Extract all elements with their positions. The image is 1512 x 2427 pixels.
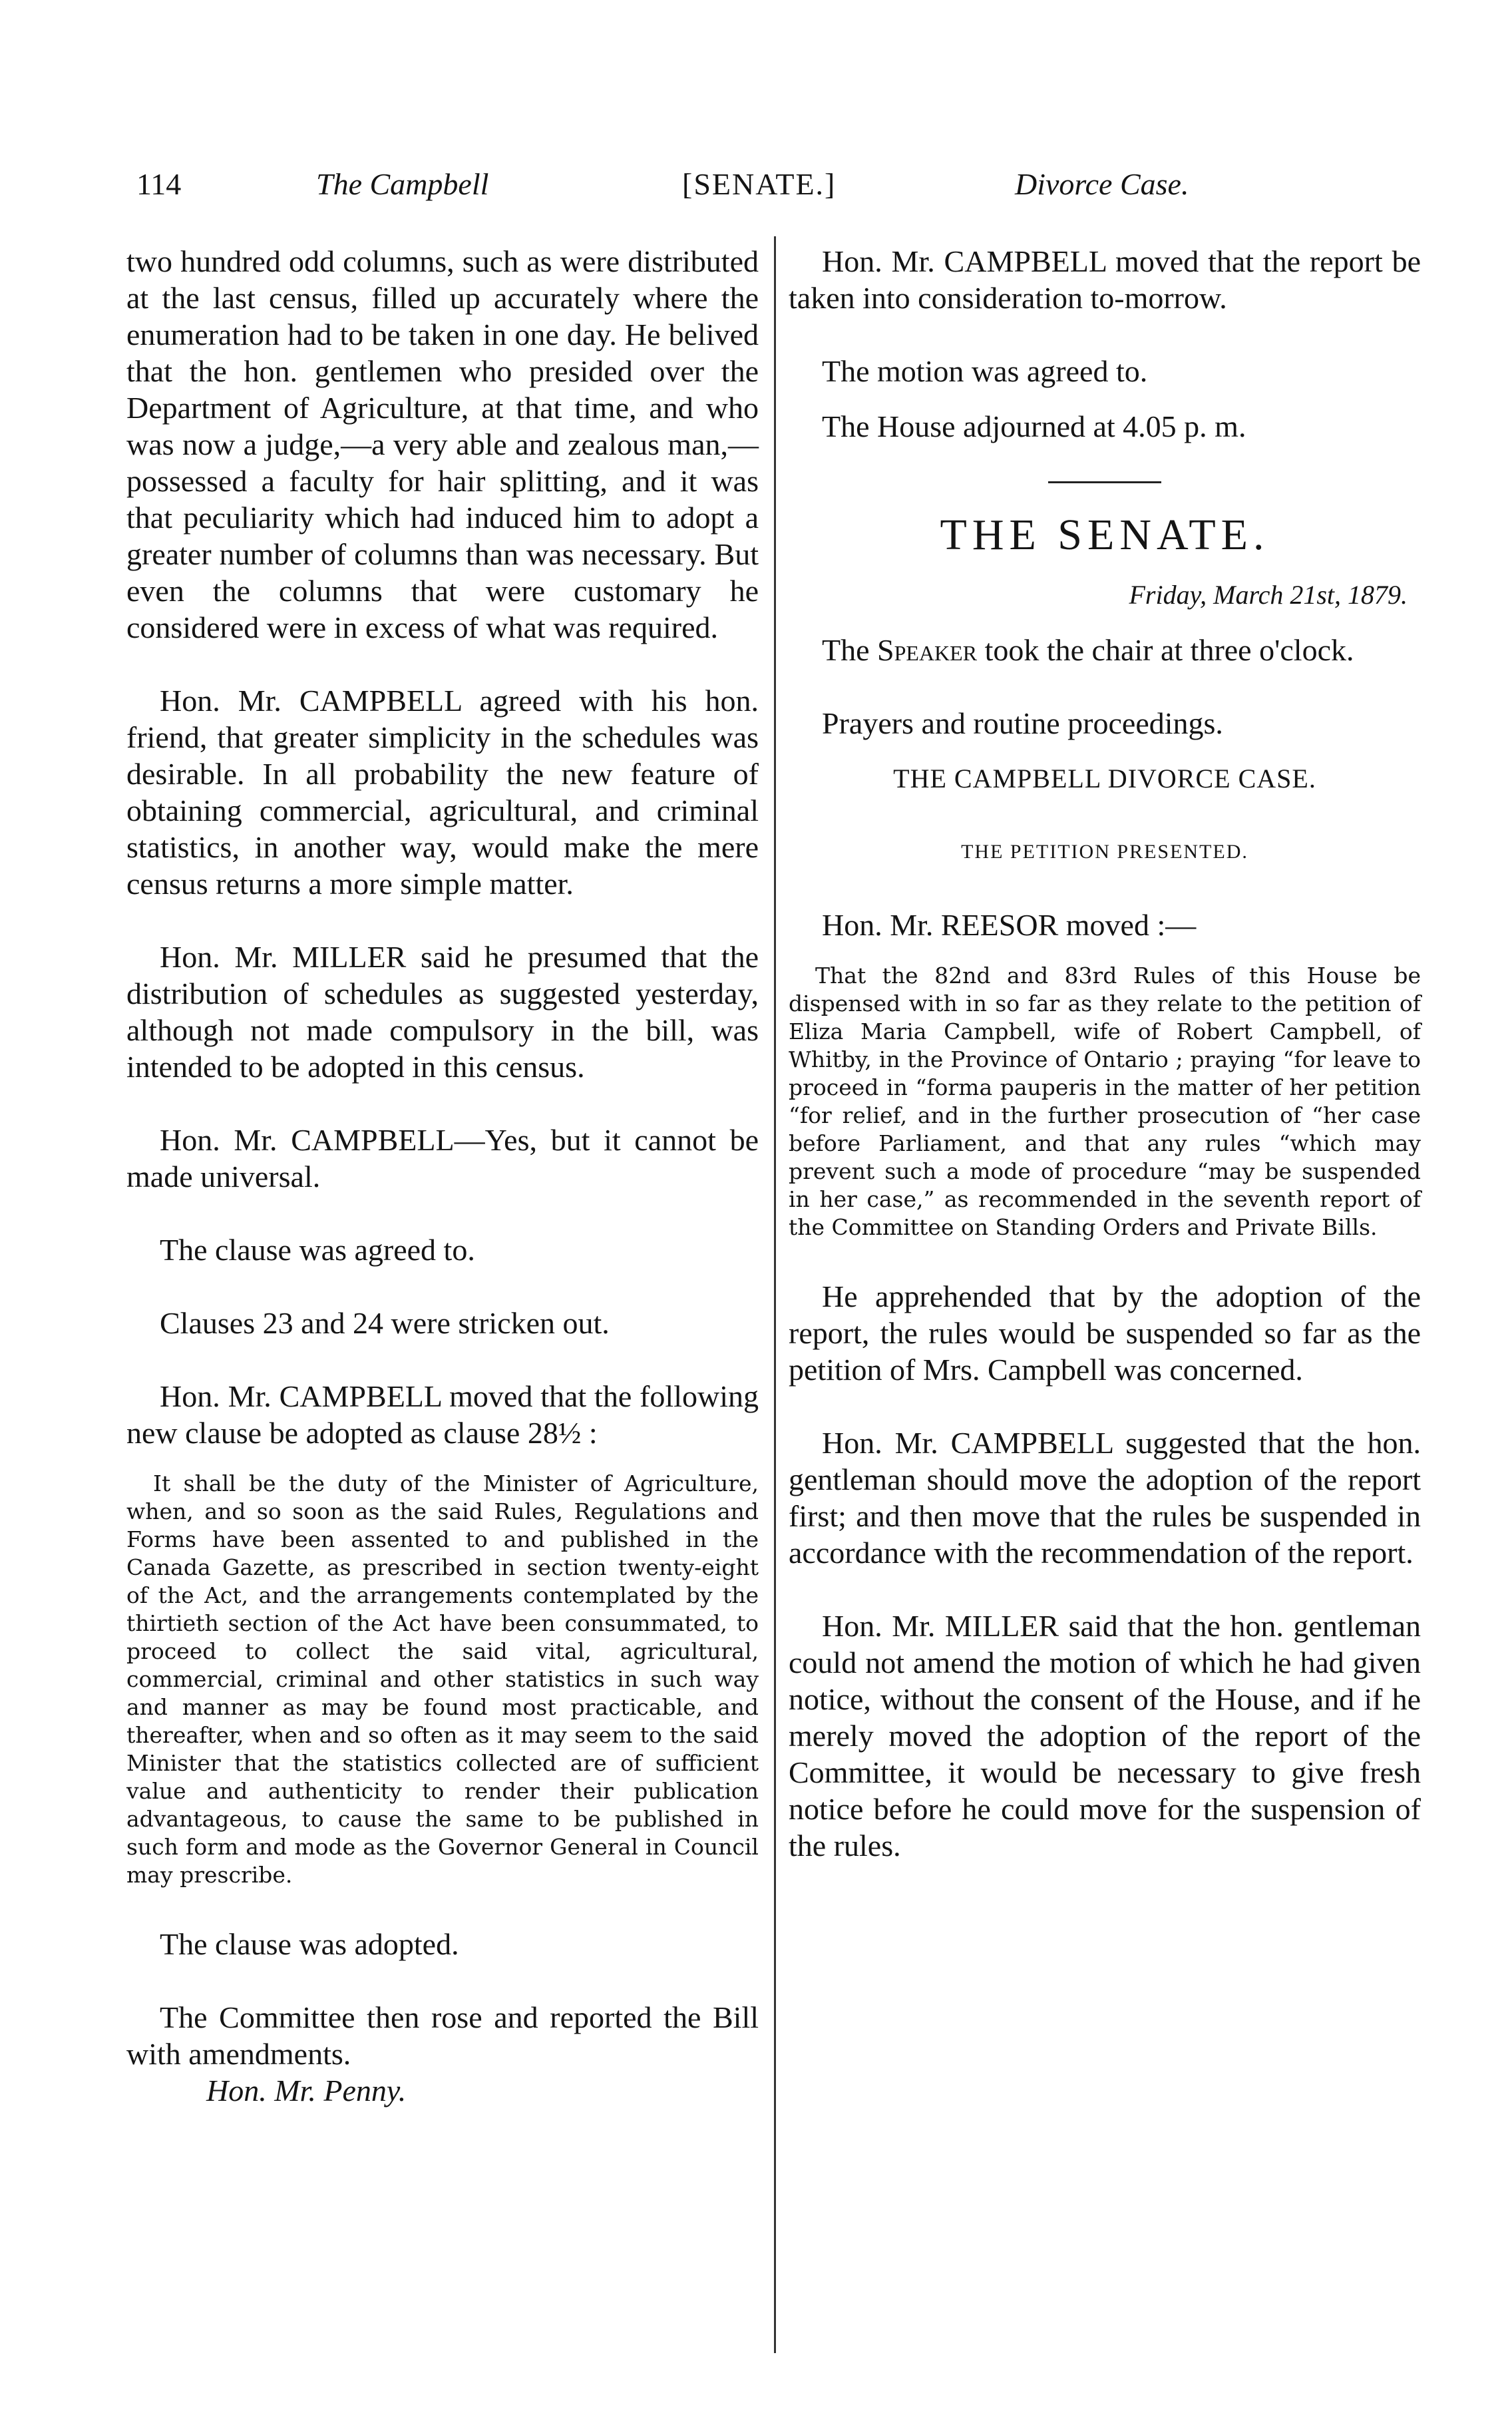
- speaker-signature: Hon. Mr. Penny.: [206, 2074, 407, 2107]
- paragraph: Prayers and routine proceedings.: [822, 706, 1223, 740]
- paragraph: The clause was adopted.: [160, 1927, 459, 1961]
- paragraph: The Speaker took the chair at three o'clock.: [822, 633, 1354, 667]
- column-divider: [774, 236, 776, 2353]
- paragraph: Clauses 23 and 24 were stricken out.: [160, 1306, 610, 1340]
- paragraph: The House adjourned at 4.05 p. m.: [822, 409, 1246, 443]
- sub-heading: THE PETITION PRESENTED.: [961, 841, 1248, 863]
- quoted-clause: It shall be the duty of the Minister of Agriculture, when, and so soon as the said Rules, Regulations and Forms have been assented to and published in the Canada Gazette, as prescribed in section twenty-eight of the Act, and the arrangements contemplated by the thirtieth section of the Act have been consummated, to proceed to collect the said vital, agricultural, commercial, criminal and other statistics in such way and manner as may be found most practicable, and thereafter, when and so often as it may seem to the said Minister that the statistics collected are of sufficient value and authenticity to render their publication advantageous, to cause the same to be published in such form and mode as the Governor General in Council may prescribe.: [126, 1470, 759, 1888]
- paragraph: Hon. Mr. MILLER said that the hon. gentleman could not amend the motion of which he had given notice, without the consent of the House, and if he merely moved the adoption of the report of the Committee, it would be necessary to give fresh notice before he could move for the suspension of the rules.: [789, 1609, 1421, 1863]
- paragraph: The Committee then rose and reported the Bill with amendments.: [126, 2000, 759, 2071]
- paragraph: two hundred odd columns, such as were distributed at the last census, filled up accurately where the enumeration had to be taken in one day. He belived that the hon. gentlemen who presided over the Department of Agriculture, at that time, and who was now a judge,—a very able and zealous man,—possessed a faculty for hair splitting, and it was that peculiarity which had induced him to adopt a greater number of columns than was necessary. But even the columns that were customary he considered were in excess of what was required.: [126, 244, 759, 644]
- paragraph: Hon. Mr. MILLER said he presumed that the distribution of schedules as suggested yesterday, although not made compulsory in the bill, was intended to be adopted in this census.: [126, 940, 759, 1084]
- quoted-motion: That the 82nd and 83rd Rules of this House be dispensed with in so far as they relate to the petition of Eliza Maria Campbell, wife of Robert Campbell, of Whitby, in the Province of Ontario ; praying “for leave to proceed in “forma pauperis in the matter of her petition “for relief, and in the further prosecution of “her case before Parliament, and that any rules “which may prevent such a mode of procedure “may be suspended in her case,” as recommended in the seventh report of the Committee on Standing Orders and Private Bills.: [789, 963, 1421, 1240]
- paragraph: Hon. Mr. CAMPBELL moved that the following new clause be adopted as clause 28½ :: [126, 1379, 759, 1450]
- header-left-title: The Campbell: [316, 167, 489, 201]
- senate-title: THE SENATE.: [940, 511, 1270, 559]
- session-date: Friday, March 21st, 1879.: [1129, 580, 1408, 610]
- paragraph: Hon. Mr. REESOR moved :—: [822, 908, 1197, 942]
- header-center-title: [SENATE.]: [682, 167, 837, 201]
- section-heading: THE CAMPBELL DIVORCE CASE.: [893, 764, 1316, 793]
- page-number: 114: [136, 167, 182, 201]
- paragraph: Hon. Mr. CAMPBELL moved that the report be taken into consideration to-morrow.: [789, 244, 1421, 315]
- paragraph: Hon. Mr. CAMPBELL suggested that the hon. gentleman should move the adoption of the report first; and then move that the rules be suspended in accordance with the recommendation of the report.: [789, 1426, 1421, 1570]
- paragraph: The motion was agreed to.: [822, 354, 1148, 388]
- header-right-title: Divorce Case.: [1015, 167, 1189, 201]
- right-column: [789, 243, 1421, 1864]
- section-rule: [1048, 481, 1161, 483]
- paragraph: He apprehended that by the adoption of the report, the rules would be suspended so far as the petition of Mrs. Campbell was concerned.: [789, 1279, 1421, 1387]
- paragraph: The clause was agreed to.: [160, 1233, 475, 1267]
- running-header: [136, 166, 1228, 213]
- paragraph: Hon. Mr. CAMPBELL agreed with his hon. friend, that greater simplicity in the schedules was desirable. In all probability the new feature of obtaining commercial, agricultural, and criminal statistics, in another way, would make the mere census returns a more simple matter.: [126, 684, 759, 901]
- speaker-label: Speaker: [877, 633, 978, 667]
- left-column: [126, 243, 759, 2109]
- paragraph: Hon. Mr. CAMPBELL—Yes, but it cannot be made universal.: [126, 1123, 759, 1194]
